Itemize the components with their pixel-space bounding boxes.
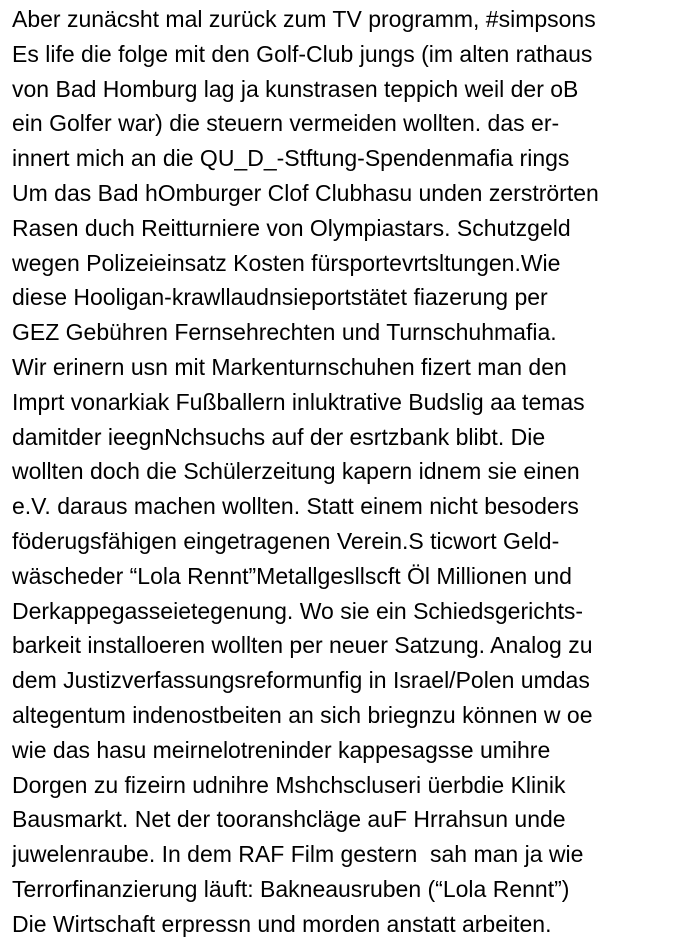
text-line: Die Wirtschaft erpressn und morden anstatt arbeiten.	[12, 910, 552, 937]
text-line: wollten doch die Schülerzeitung kapern idnem sie einen	[12, 458, 580, 485]
text-line: juwelenraube. In dem RAF Film gestern sah man ja wie	[12, 841, 584, 868]
text-line: Terrorfinanzierung läuft: Bakneausruben (“Lola Rennt”)	[12, 875, 570, 902]
text-line: wegen Polizeieinsatz Kosten fürsportevrtsltungen.Wie	[12, 249, 561, 276]
body-text	[12, 2, 680, 942]
text-line: Aber zunäcsht mal zurück zum TV programm, #simpsons	[12, 6, 596, 32]
text-line: GEZ Gebühren Fernsehrechten und Turnschuhmafia.	[12, 319, 557, 346]
text-line: Wir erinern usn mit Markenturnschuhen fizert man den	[12, 353, 567, 380]
text-line: e.V. daraus machen wollten. Statt einem nicht besoders	[12, 493, 579, 520]
text-line: dem Justizverfassungsreformunfig in Israel/Polen umdas	[12, 667, 590, 694]
text-line: von Bad Homburg lag ja kunstrasen teppich weil der oB	[12, 75, 579, 102]
text-line: barkeit installoeren wollten per neuer Satzung. Analog zu	[12, 632, 593, 659]
text-line: Bausmarkt. Net der tooranshcläge auF Hrrahsun unde	[12, 806, 566, 833]
text-line: Imprt vonarkiak Fußballern inluktrative Budslig aa temas	[12, 388, 585, 415]
text-line: innert mich an die QU_D_-Stftung-Spendenmafia rings	[12, 145, 570, 172]
text-line: wie das hasu meirnelotreninder kappesagsse umihre	[12, 736, 551, 763]
text-line: damitder ieegnNchsuchs auf der esrtzbank blibt. Die	[12, 423, 546, 450]
text-line: Um das Bad hOmburger Clof Clubhasu unden zerströrten	[12, 179, 599, 206]
text-line: altegentum indenostbeiten an sich briegnzu können w oe	[12, 701, 593, 728]
text-line: Es life die folge mit den Golf-Club jungs (im alten rathaus	[12, 40, 593, 67]
text-line: ein Golfer war) die steuern vermeiden wollten. das er-	[12, 110, 560, 137]
text-line: Derkappegasseietegenung. Wo sie ein Schiedsgerichts-	[12, 597, 584, 624]
text-line: Dorgen zu fizeirn udnihre Mshchscluseri üerbdie Klinik	[12, 771, 566, 798]
text-line: föderugsfähigen eingetragenen Verein.S ticwort Geld-	[12, 527, 560, 554]
text-line: diese Hooligan-krawllaudnsieportstätet fiazerung per	[12, 284, 548, 311]
text-line: Rasen duch Reitturniere von Olympiastars. Schutzgeld	[12, 214, 571, 241]
text-line: wäscheder “Lola Rennt”Metallgesllscft Öl Millionen und	[12, 562, 572, 589]
